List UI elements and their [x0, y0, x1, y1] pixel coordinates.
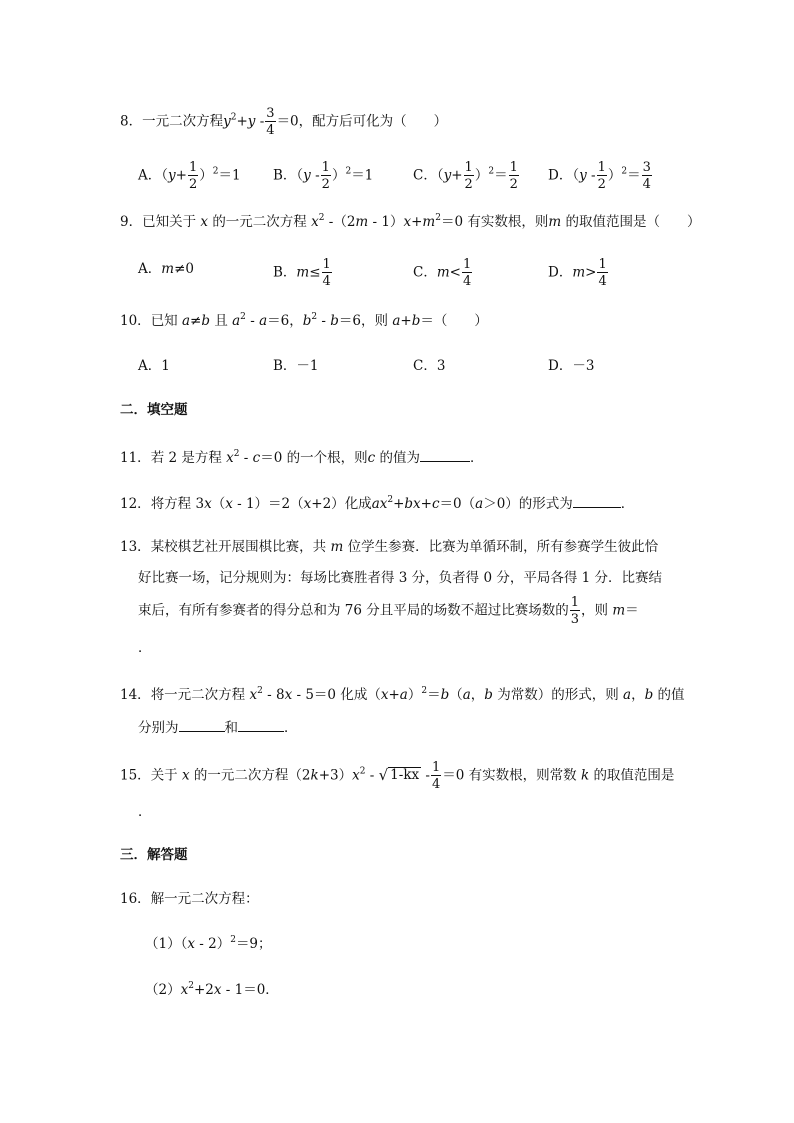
- question-10: 10．已知 a≠b 且 $a^2 - a=6$，$b^2 - b=6$，则 a+b＝（ ）: [120, 312, 488, 329]
- answer-blank[interactable]: [573, 495, 621, 508]
- question-9-option-d: D．m> $\frac{1}{4}$: [548, 257, 607, 289]
- question-number: 16．: [120, 891, 151, 907]
- question-9-option-b: B．m≤ $\frac{1}{4}$: [273, 257, 331, 289]
- fraction: $\frac{1}{2}$: [188, 160, 198, 192]
- question-13-line-3: 束后，有所有参赛者的得分总和为 76 分且平局的场数不超过比赛场数的 $\frac{1}{3}$ ，则 m＝: [138, 595, 639, 627]
- question-stem: 一元二次方程: [142, 113, 224, 130]
- question-16-part-2: $(2)x^2+2x - 1=0$．: [145, 981, 279, 998]
- question-10-option-c: C．3: [413, 358, 446, 374]
- fraction: $\frac{1}{2}$: [509, 160, 518, 192]
- section-heading-fill-in: 二．填空题: [120, 402, 188, 418]
- question-12: 12．将方程 3x（x - 1）＝2（x+2）化成$ax^2+bx+c=0(a>0)$的形式为 ．: [120, 495, 635, 512]
- question-14-line-2: 分别为 和 ．: [138, 720, 298, 736]
- fraction: $\frac{1}{4}$: [598, 257, 607, 289]
- answer-blank[interactable]: [420, 449, 470, 462]
- question-10-option-a: A．1: [138, 358, 170, 374]
- fraction: $\frac{1}{4}$: [322, 257, 331, 289]
- question-8-option-b: B．（y - $\frac{1}{2}$ ）$^2$＝1: [273, 160, 374, 192]
- question-13-line-4: ．: [138, 640, 152, 656]
- fraction: $\frac{1}{2}$: [321, 160, 330, 192]
- fraction: $\frac{1}{2}$: [464, 160, 473, 192]
- question-9: 9．已知关于 x 的一元二次方程 $x^2$ $-(2m - 1)x+m^2=0$ 有实数根，则m 的取值范围是（ ）: [120, 213, 701, 230]
- question-number: 10．: [120, 313, 151, 329]
- question-11: 11．若 2 是方程 $x^2 - c=0$ 的一个根，则c 的值为 ．: [120, 449, 484, 466]
- question-9-option-c: C．m< $\frac{1}{4}$: [413, 257, 472, 289]
- question-13-line-1: 13．某校棋艺社开展围棋比赛，共 m 位学生参赛．比赛为单循环制，所有参赛学生彼此恰: [120, 539, 659, 555]
- fraction: $\frac{3}{4}$: [642, 160, 651, 192]
- section-heading-solutions: 三．解答题: [120, 847, 188, 863]
- question-number: 12．: [120, 496, 151, 512]
- question-8-option-a: A．（y+ $\frac{1}{2}$ ）$^2$＝1: [138, 160, 241, 192]
- question-9-option-a: A．m≠0: [138, 261, 194, 277]
- question-8: 8．一元二次方程$y^2+y$ - $\frac{3}{4}$ ＝0，配方后可化为（ ）: [120, 106, 448, 138]
- question-16: 16．解一元二次方程：: [120, 891, 259, 907]
- question-15-line-1: 15．关于 x 的一元二次方程$(2k+3)x^2$ - √ 1-kx - $\frac{1}{4}$ ＝0 有实数根，则常数 k 的取值范围是: [120, 760, 675, 792]
- square-root: √ 1-kx: [378, 765, 420, 784]
- question-14-line-1: 14．将一元二次方程 $x^2 - 8x - 5=0$ 化成$(x+a)^2=b(a$，b 为常数）的形式，则 a，b 的值: [120, 686, 685, 703]
- question-8-option-d: D．（y - $\frac{1}{2}$ ）$^2$＝ $\frac{3}{4}$: [548, 160, 651, 192]
- question-13-line-2: 好比赛一场，记分规则为：每场比赛胜者得 3 分，负者得 0 分，平局各得 1 分．比赛结: [138, 570, 663, 586]
- question-10-option-d: D．－3: [548, 358, 595, 374]
- fraction: $\frac{3}{4}$: [266, 106, 275, 138]
- fraction: $\frac{1}{4}$: [462, 257, 472, 289]
- question-number: 9．: [120, 214, 143, 230]
- question-number: 8．: [120, 113, 143, 130]
- question-15-line-2: ．: [138, 804, 152, 820]
- question-10-option-b: B．－1: [273, 358, 319, 374]
- answer-blank[interactable]: [179, 719, 225, 732]
- question-8-option-c: C．（y+ $\frac{1}{2}$ ）$^2$＝ $\frac{1}{2}$: [413, 160, 518, 192]
- question-number: 11．: [120, 450, 151, 466]
- fraction: $\frac{1}{4}$: [431, 760, 441, 792]
- fraction: $\frac{1}{3}$: [570, 595, 580, 627]
- fraction: $\frac{1}{2}$: [597, 160, 606, 192]
- question-number: 15．: [120, 767, 151, 784]
- question-number: 13．: [120, 539, 151, 555]
- answer-blank[interactable]: [238, 719, 284, 732]
- question-number: 14．: [120, 687, 151, 703]
- question-16-part-1: （1）（x - 2）$^2$＝9；: [145, 935, 272, 952]
